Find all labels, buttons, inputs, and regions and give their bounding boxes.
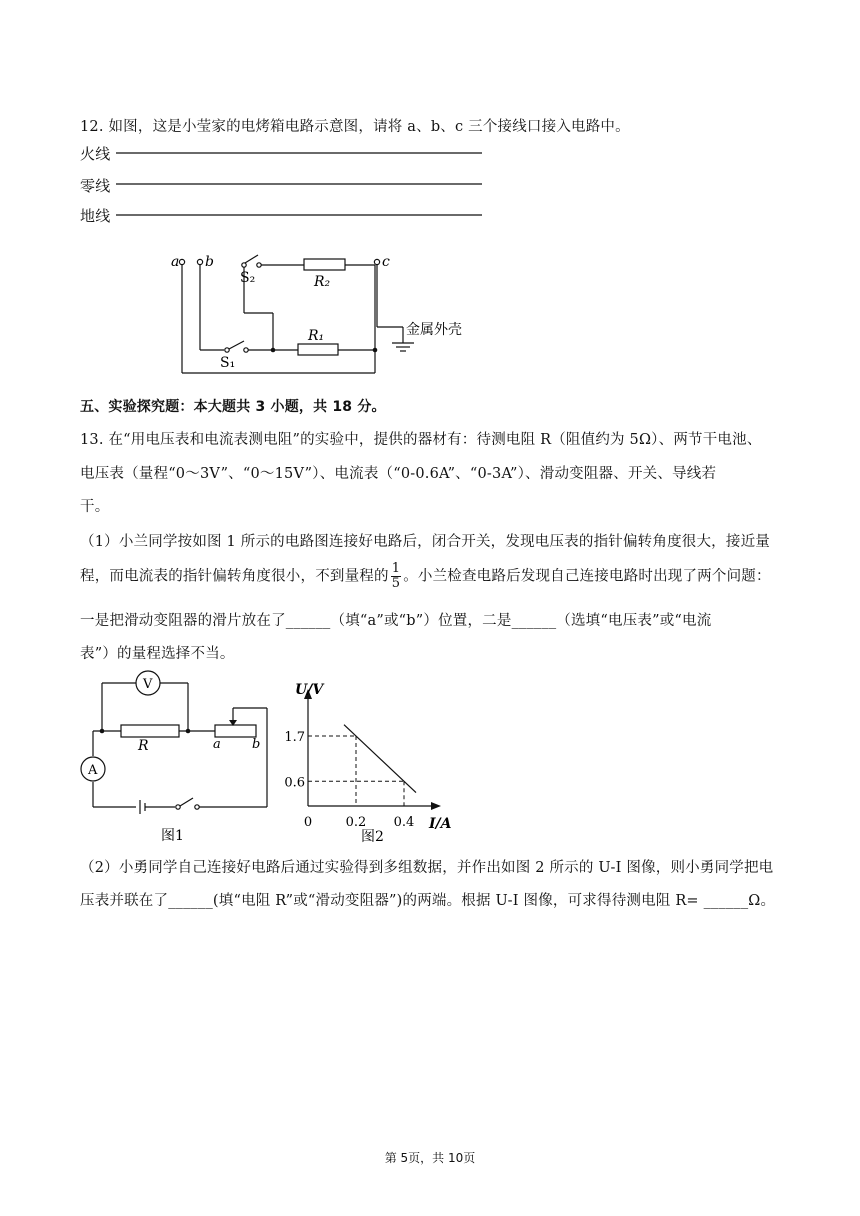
figure2-ui-chart xyxy=(285,675,475,845)
y-tick-label: 1.7 xyxy=(284,730,305,745)
q13-part1-line4: 表”）的量程选择不当。 xyxy=(80,646,235,662)
ground-wire-label: 地线 xyxy=(80,207,111,225)
terminal-a-label: a xyxy=(171,254,180,270)
q13-part1-line1: （1）小兰同学按如图 1 所示的电路图连接好电路后，闭合开关，发现电压表的指针偏转角度很大，接近量 xyxy=(80,534,770,550)
supply-lines xyxy=(0,0,860,230)
ui-series-line xyxy=(344,725,416,793)
q13-part1-line3: 一是把滑动变阻器的滑片放在了______（填“a”或“b”）位置，二是______（选填“电压表”或“电流 xyxy=(80,613,712,629)
figure1-caption: 图1 xyxy=(161,828,184,844)
voltmeter-label: V xyxy=(143,677,153,692)
x-tick-label: 0.2 xyxy=(345,815,367,830)
live-wire-label: 火线 xyxy=(80,145,111,163)
q13-part1-line2 xyxy=(80,562,771,591)
q12-text: 12. 如图，这是小莹家的电烤箱电路示意图，请将 a、b、c 三个接线口接入电路中。 xyxy=(80,119,630,135)
switch-s2-label: S₂ xyxy=(240,270,256,286)
rheostat-end-a-label: a xyxy=(213,737,221,752)
q13-part2-line1: （2）小勇同学自己连接好电路后通过实验得到多组数据，并作出如图 2 所示的 U-I 图像，则小勇同学把电 xyxy=(80,860,774,876)
y-tick-label: 0.6 xyxy=(284,775,305,791)
x-tick-label: 0.4 xyxy=(393,815,415,830)
neutral-wire-label: 零线 xyxy=(80,177,111,195)
resistor-r-label: R xyxy=(138,738,149,754)
terminal-c-label: c xyxy=(382,254,390,270)
x-axis-label: I/A xyxy=(429,816,452,832)
section-heading: 五、实验探究题：本大题共 3 小题，共 18 分。 xyxy=(80,399,386,415)
oven-circuit-diagram xyxy=(160,245,480,385)
y-axis-label: U/V xyxy=(295,682,324,698)
one-fifth-fraction: $\frac{1}{5}$ xyxy=(391,561,401,591)
q13-part1-line2b: 。小兰检查电路后发现自己连接电路时出现了两个问题： xyxy=(403,568,771,585)
figure2-caption: 图2 xyxy=(361,829,384,845)
q13-part2-line2: 压表并联在了______(填“电阻 R”或“滑动变阻器”)的两端。根据 U-I 图像，可求得待测电阻 R= ______Ω。 xyxy=(80,893,776,909)
q13-line3: 干。 xyxy=(80,499,110,515)
switch-s1-label: S₁ xyxy=(220,355,236,371)
q13-line1: 13. 在“用电压表和电流表测电阻”的实验中，提供的器材有：待测电阻 R（阻值约为 5Ω）、两节干电池、 xyxy=(80,432,762,448)
x-tick-label: 0 xyxy=(303,815,313,830)
q13-part1-line2a: 程，而电流表的指针偏转角度很小，不到量程的 xyxy=(80,568,389,585)
ammeter-label: A xyxy=(88,763,98,778)
rheostat-end-b-label: b xyxy=(252,737,261,752)
terminal-b-label: b xyxy=(205,254,214,270)
resistor-r2-label: R₂ xyxy=(314,274,331,290)
resistor-r1-label: R₁ xyxy=(308,328,325,344)
figure1-circuit xyxy=(75,670,275,844)
q13-line2: 电压表（量程“0～3V”、“0～15V”）、电流表（“0-0.6A”、“0-3A”）、滑动变阻器、开关、导线若 xyxy=(80,466,717,482)
page-footer: 第 5页，共 10页 xyxy=(384,1151,476,1165)
metal-shell-label: 金属外壳 xyxy=(406,322,462,338)
